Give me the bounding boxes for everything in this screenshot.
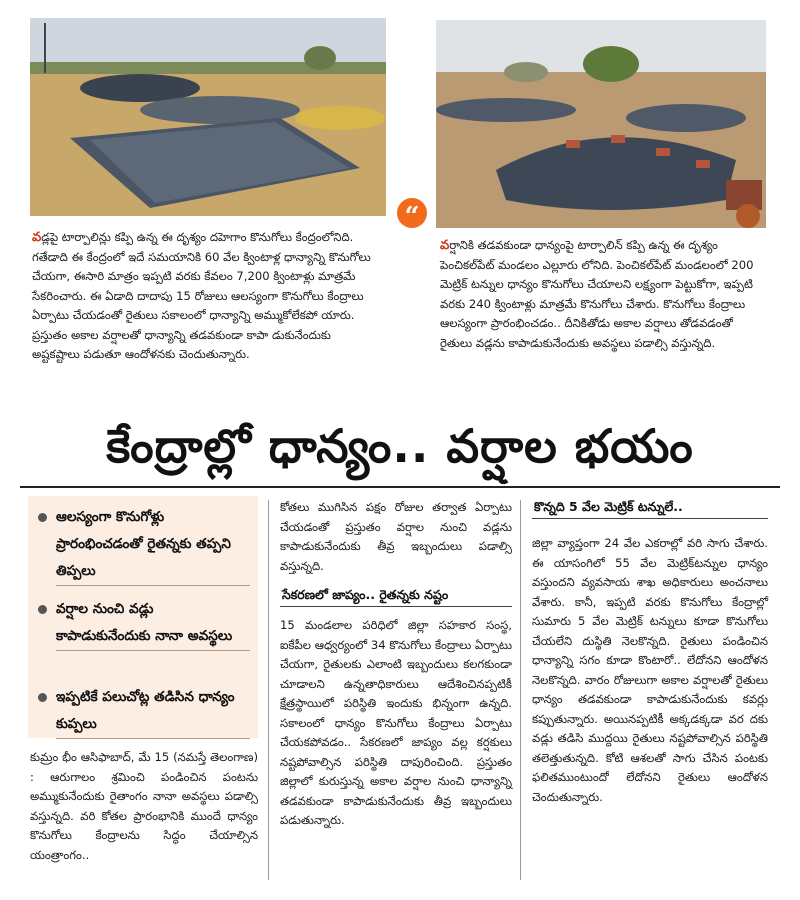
bullet-icon — [38, 513, 47, 522]
summary-item — [38, 596, 250, 651]
quote-icon: “ — [397, 198, 427, 228]
caption-right-dropcap: వ — [440, 238, 450, 253]
column-3-text: జిల్లా వ్యాప్తంగా 24 వేల ఎకరాల్లో వరి సాగు చేశారు. ఈ యాసంగిలో 55 వేల మెట్రిక్‌టన్నుల ధాన్యం వస్తుందని వ్యవసాయ శాఖ అధికారులు అంచనాలు వేశారు. కానీ, ఇప్పటి వరకు కొనుగోలు కేంద్రాల్లో సుమారు 5 వేల మెట్రిక్ టన్నులు కూడా కొనుగోలు చేయలేని దుస్థితి నెలకొన్నది. రైతులు పండించిన ధాన్యాన్ని సగం కూడా కొంటారో.. లేదోనని ఆందోళన నెలకొన్నది. వారం రోజులుగా అకాల వర్షాలతో రైతులు ధాన్యం తడవకుండా కాపాడుకునేందుకు కవర్లు కప్పుతున్నారు. అయినప్పటికీ అక్కడక్కడా వర దకు వడ్లు తడిసి ముద్దయి రైతులు నష్టపోవాల్సిన పరిస్థితి తలెత్తుతున్నది. కోటి ఆశలతో సాగు చేసిన పంటకు ఫలితముంటుందో లేదోనని రైతులు ఆందోళన చెందుతున్నారు. — [532, 536, 768, 804]
caption-right — [440, 236, 765, 353]
photo-left-image — [30, 18, 386, 216]
summary-box — [28, 496, 258, 738]
summary-item-text: వర్షాల నుంచి వడ్లు కాపాడుకునేందుకు నానా అవస్థలు — [56, 596, 250, 651]
summary-item — [38, 504, 250, 586]
photo-left — [30, 18, 386, 216]
page-headline: కేంద్రాల్లో ధాన్యం.. వర్షాల భయం — [106, 419, 694, 473]
bullet-icon — [38, 605, 47, 614]
column-divider-1 — [268, 500, 269, 880]
summary-item-text: ఆలస్యంగా కొనుగోళ్లు ప్రారంభించడంతో రైతన్నకు తప్పని తిప్పలు — [56, 504, 250, 586]
column-2-subhead: సేకరణలో జాప్యం.. రైతన్నకు నష్టం — [282, 587, 449, 602]
caption-left — [32, 228, 382, 365]
photo-right-image — [436, 20, 766, 228]
column-3-subhead: కొన్నది 5 వేల మెట్రిక్ టన్నులే.. — [534, 499, 683, 514]
column-2-subhead-rule — [280, 606, 512, 607]
column-2-text-bottom: 15 మండలాల పరిధిలో జిల్లా సహకార సంస్థ, ఐకేపీల ఆధ్వర్యంలో 34 కొనుగోలు కేంద్రాలు ఏర్పాటు చేయగా, రైతులకు ఎలాంటి ఇబ్బందులు కలగకుండా చూడాలని ఉన్నతాధికారులు ఆదేశించినప్పటికీ క్షేత్రస్థాయిలో పరిస్థితి ఇందుకు భిన్నంగా ఉన్నది. సకాలంలో ధాన్యం కొనుగోలు కేంద్రాలు ఏర్పాటు చేయకపోవడం.. సేకరణలో జాప్యం వల్ల కర్షకులు నష్టపోవాల్సిన పరిస్థితి దాపురించింది. ప్రస్తుతం జిల్లాలో కురుస్తున్న అకాల వర్షాల నుంచి ధాన్యాన్ని తడవకుండా కాపాడుకునేందుకు తీవ్ర ఇబ్బందులు పడుతున్నారు. — [280, 618, 512, 827]
caption-right-text: ర్షానికి తడవకుండా ధాన్యంపై టార్పాలిన్ కప్పి ఉన్న ఈ దృశ్యం పెంచికల్‌పేట్ మండలం ఎల్లూరు లోనిది. పెంచికల్‌పేట్ మండలంలో 200 మెట్రిక్ టన్నుల ధాన్యం కొనుగోలు చేయాలని లక్ష్యంగా పెట్టుకోగా, ఇప్పటి వరకు 240 క్వింటాళ్లు మాత్రమే కొనుగోలు చేశారు. కొనుగోలు కేంద్రాలు ఆలస్యంగా ప్రారంభించడం.. దీనికితోడు అకాల వర్షాలు తోడవడంతో రైతులు వడ్లను కాపాడుకునేందుకు అవస్థలు పడాల్సి వస్తున్నది. — [440, 238, 754, 350]
caption-left-text: డ్లపై టార్పాలిన్లు కప్పి ఉన్న ఈ దృశ్యం దహెగాం కొనుగోలు కేంద్రంలోనిది. గతేడాది ఈ కేంద్రంలో ఇదే సమయానికి 60 వేల క్వింటాళ్ల ధాన్యాన్ని కొనుగోలు చేయగా, ఈసారి మాత్రం ఇప్పటి వరకు కేవలం 7,200 క్వింటాళ్లు మాత్రమే సేకరించారు. ఈ ఏడాది దాదాపు 15 రోజులు ఆలస్యంగా కొనుగోలు కేంద్రాలు ఏర్పాటు చేయడంతో రైతులు సకాలంలో ధాన్యాన్ని అమ్ముకోలేకపో యారు. ప్రస్తుతం అకాల వర్షాలతో ధాన్యాన్ని తడవకుండా కాపా డుకునేందుకు అష్టకష్టాలు పడుతూ ఆందోళనకు చెందుతున్నారు. — [32, 230, 371, 361]
headline-divider — [20, 486, 780, 488]
summary-item — [38, 684, 250, 739]
caption-left-dropcap: వ — [32, 230, 42, 245]
column-2-text-top: కోతలు ముగిసిన పక్షం రోజుల తర్వాత ఏర్పాటు చేయడంతో ప్రస్తుతం వర్షాల నుంచి వడ్లను కాపాడుకునేందుకు తీవ్ర ఇబ్బందులు పడాల్సి వస్తున్నది. — [280, 500, 512, 573]
bullet-icon — [38, 693, 47, 702]
summary-item-text: ఇప్పటికే పలుచోట్ల తడిసిన ధాన్యం కుప్పలు — [56, 684, 250, 739]
column-1-text: కుమ్రం భీం ఆసిఫాబాద్, మే 15 (నమస్తే తెలంగాణ) : ఆరుగాలం శ్రమించి పండించిన పంటను అమ్ముకునేందుకు రైతాంగం నానా అవస్థలు పడాల్సి వస్తున్నది. వరి కోతల ప్రారంభానికి ముందే ధాన్యం కొనుగోలు కేంద్రాలను సిద్ధం చేయాల్సిన యంత్రాంగం.. — [30, 750, 258, 862]
column-divider-2 — [520, 500, 521, 880]
photo-right — [436, 20, 766, 228]
column-3-subhead-rule — [532, 518, 768, 519]
